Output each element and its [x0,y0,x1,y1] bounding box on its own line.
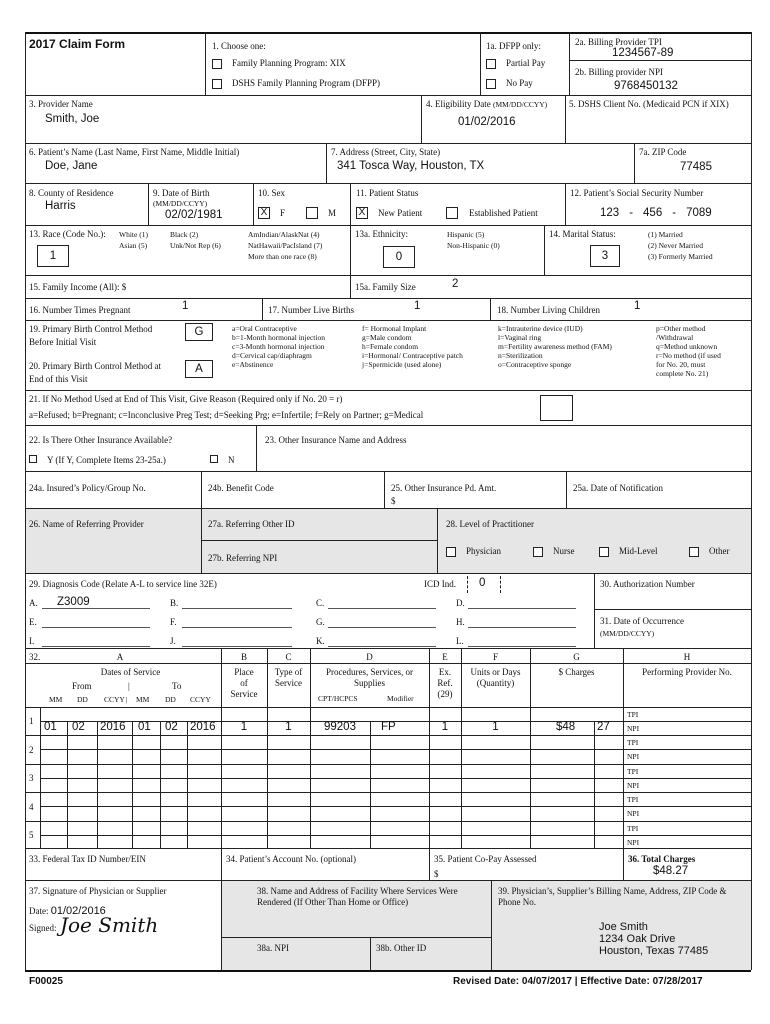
service-row-3-number: 3 [29,773,34,783]
col-a-letter: A [116,652,124,662]
row2-tpi-label: TPI [627,738,639,747]
field-12-label: 12. Patient’s Social Security Number [570,188,704,198]
field-13-label: 13. Race (Code No.): [29,229,106,239]
marital-never: (2) Never Married [648,241,703,250]
diag-l-line[interactable] [468,646,576,647]
field-29-label: 29. Diagnosis Code (Relate A-L to service line 32E) [29,579,217,589]
field-15a-label: 15a. Family Size [355,282,416,292]
field-14-label: 14. Marital Status: [549,229,616,239]
bc-legend-col4: p=Other method /Withdrawal q=Method unknown r=No method (if used for No. 20, must complete No. 21) [656,324,721,378]
diag-k-line[interactable] [328,646,436,647]
sex-f-label: F [280,208,286,218]
race-multi: More than one race (8) [248,252,317,261]
service-row-4-number: 4 [29,802,34,812]
dob-format: (MM/DD/CCYY) [153,199,208,208]
practitioner-other[interactable]: Other [689,546,730,557]
field-2b-label: 2b. Billing provider NPI [575,67,663,77]
new-patient-checkbox[interactable]: X [356,207,368,219]
field-20-label-2: End of this Visit [29,374,88,384]
row1-to-mm[interactable]: 01 [138,721,151,733]
row2-npi-label: NPI [627,752,640,761]
field-26-label: 26. Name of Referring Provider [29,519,144,529]
row5-tpi-label: TPI [627,824,639,833]
county-value[interactable]: Harris [45,200,76,212]
field-23-label: 23. Other Insurance Name and Address [265,435,407,445]
row1-to-dd[interactable]: 02 [165,721,178,733]
field-25-dollar: $ [391,496,396,506]
race-nathawaii: NatHawaii/PacIsland (7) [248,241,323,250]
field-35-label: 35. Patient Co-Pay Assessed [434,854,537,864]
row1-from-dd[interactable]: 02 [72,721,85,733]
new-patient-label: New Patient [378,208,423,218]
checkbox[interactable] [212,59,222,69]
field-22-label: 22. Is There Other Insurance Available? [29,435,173,445]
field-16-label: 16. Number Times Pregnant [29,305,131,315]
checkbox[interactable] [212,79,222,89]
row1-from-mm[interactable]: 01 [44,721,57,733]
field-1a-label: 1a. DFPP only: [486,41,541,51]
field-4-label: 4. Eligibility Date (MM/DD/CCYY) [426,99,548,109]
diag-d-line[interactable] [468,608,576,609]
diag-j-line[interactable] [182,646,292,647]
checkbox[interactable] [29,455,37,463]
field-38-label: 38. Name and Address of Facility Where Services Were Rendered (If Other Than Home or Office) [257,886,458,907]
diag-e-line[interactable] [42,627,150,628]
field-7a-label: 7a. ZIP Code [639,147,687,157]
race-unknown: Unk/Not Rep (6) [170,241,221,250]
field-7-label: 7. Address (Street, City, State) [331,147,441,157]
field-10-label: 10. Sex [258,188,285,198]
field-24a-label: 24a. Insured’s Policy/Group No. [29,483,146,493]
field-34-label: 34. Patient’s Account No. (optional) [226,854,356,864]
option-dfpp[interactable]: DSHS Family Planning Program (DFPP) [212,78,380,89]
row1-tpi-label: TPI [627,710,639,719]
bc-before-value[interactable]: G [185,323,213,341]
service-row-2-number: 2 [29,745,34,755]
field-24b-label: 24b. Benefit Code [208,483,274,493]
field-19-label-1: 19. Primary Birth Control Method [29,324,153,334]
field-35-dollar: $ [434,869,439,879]
field-9-label: 9. Date of Birth [153,188,210,198]
dates-of-service-header: Dates of Service [100,667,161,677]
date-separator: | [128,681,130,691]
checkbox[interactable] [533,547,543,557]
field-5-label: 5. DSHS Client No. (Medicaid PCN if XIX) [569,99,729,109]
diag-k-label: K. [316,636,325,646]
ssn-value[interactable]: 123 - 456 - 7089 [600,207,712,219]
diag-i-label: I. [29,636,35,646]
dob-value[interactable]: 02/02/1981 [165,209,223,221]
patient-name-value[interactable]: Doe, Jane [45,160,98,172]
billing-tpi-value[interactable]: 1234567-89 [612,47,674,59]
type-of-service-header: Type of Service [274,667,303,688]
diag-c-line[interactable] [328,608,436,609]
to-dd: DD [165,695,176,704]
row1-cpt[interactable]: 99203 [324,721,356,733]
checkbox[interactable] [599,547,609,557]
row1-from-ccyy[interactable]: 2016 [100,721,126,733]
marital-married: (1) Married [648,230,683,239]
billing-street: 1234 Oak Drive [599,933,676,945]
times-pregnant-value[interactable]: 1 [182,300,189,312]
reason-input-box[interactable] [540,395,573,421]
field-11-label: 11. Patient Status [356,188,419,198]
marital-status-value[interactable]: 3 [590,245,620,267]
race-code-value[interactable]: 1 [37,245,69,267]
field-17-label: 17. Number Live Births [268,305,354,315]
address-value[interactable]: 341 Tosca Way, Houston, TX [337,160,485,172]
living-children-value[interactable]: 1 [634,300,641,312]
field-31-label: 31. Date of Occurrence [600,616,684,626]
race-black: Black (2) [170,230,199,239]
provider-name-value[interactable]: Smith, Joe [45,113,100,125]
checkbox[interactable] [446,547,456,557]
field-27a-label: 27a. Referring Other ID [208,519,295,529]
row1-exref[interactable]: 1 [441,721,449,733]
field-30-label: 30. Authorization Number [600,579,695,589]
diag-a-value[interactable]: Z3009 [57,596,90,608]
row4-tpi-label: TPI [627,795,639,804]
field-20-label-1: 20. Primary Birth Control Method at [29,361,161,371]
practitioner-midlevel[interactable]: Mid-Level [599,546,658,557]
col-g-letter: G [573,652,580,662]
ex-ref-header: Ex. Ref. (29) [437,667,453,699]
cpt-header: CPT/HCPCS [318,694,358,703]
diag-c-label: C. [316,598,325,608]
from-header: From [72,681,92,691]
units-header: Units or Days (Quantity) [470,667,521,688]
field-33-label: 33. Federal Tax ID Number/EIN [29,854,146,864]
row3-npi-label: NPI [627,781,640,790]
diag-i-line[interactable] [42,646,150,647]
service-row-1-number: 1 [29,716,34,726]
field-31-format: (MM/DD/CCYY) [600,629,655,638]
revised-date: Revised Date: 04/07/2017 | Effective Date: 07/28/2017 [453,976,703,987]
field-13a-label: 13a. Ethnicity: [355,229,408,239]
billing-address[interactable] [599,921,708,957]
from-to-sep: | [126,695,128,704]
row1-modifier[interactable]: FP [381,721,396,733]
field-37-label: 37. Signature of Physician or Supplier [29,886,167,896]
race-white: White (1) [119,230,148,239]
option-partial-pay[interactable]: Partial Pay [486,58,545,69]
eligibility-date-value[interactable]: 01/02/2016 [458,116,516,128]
form-title: 2017 Claim Form [29,37,126,51]
field-6-label: 6. Patient’s Name (Last Name, First Name, Middle Initial) [29,147,240,157]
diag-g-label: G. [316,617,325,627]
field-39-label: 39. Physician’s, Supplier’s Billing Name, Address, ZIP Code & Phone No. [498,886,727,907]
field-27b-label: 27b. Referring NPI [208,553,278,563]
field-32-label: 32. [29,652,41,662]
race-asian: Asian (5) [119,241,148,250]
field-38b-label: 38b. Other ID [376,943,427,953]
bc-legend-col3: k=Intrauterine device (IUD) l=Vaginal ring m=Fertility awareness method (FAM) n=Sterilization o=Contraceptive sponge [498,324,612,369]
row1-npi-label: NPI [627,724,640,733]
option-no-pay[interactable]: No Pay [486,78,533,89]
diag-j-label: J. [170,636,176,646]
ethnicity-hispanic: Hispanic (5) [447,230,485,239]
insurance-yes-option[interactable]: Y (If Y, Complete Items 23-25a.) [29,455,166,466]
bc-end-value[interactable]: A [185,360,213,378]
billing-city: Houston, Texas 77485 [599,945,709,957]
signature-date: Date: 01/02/2016 [29,905,106,917]
row5-npi-label: NPI [627,838,640,847]
col-d-letter: D [366,652,373,662]
col-e-letter: E [442,652,448,662]
from-dd: DD [77,695,88,704]
row1-charge-cents[interactable]: 27 [597,721,610,733]
row1-place[interactable]: 1 [240,721,248,733]
diag-h-line[interactable] [468,627,576,628]
field-25a-label: 25a. Date of Notification [573,483,663,493]
checkbox[interactable] [486,59,496,69]
to-mm: MM [136,695,150,704]
row1-units[interactable]: 1 [492,721,499,733]
established-patient-checkbox[interactable] [446,207,458,219]
ethnicity-nonhispanic: Non-Hispanic (0) [447,241,500,250]
sex-f-checkbox[interactable]: X [258,207,270,219]
field-21-options: a=Refused; b=Pregnant; c=Inconclusive Preg Test; d=Seeking Prg; e=Infertile; f=Rely on Partner; g=Medical [29,410,424,420]
icd-ind-label: ICD Ind. [424,579,456,589]
diag-a-label: A. [29,598,38,608]
sex-m-label: M [328,208,337,218]
from-ccyy: CCYY [104,695,125,704]
row1-tos[interactable]: 1 [285,721,292,733]
established-patient-label: Established Patient [469,208,538,218]
from-mm: MM [49,695,63,704]
to-header: To [172,681,182,691]
billing-name: Joe Smith [599,921,648,933]
row4-npi-label: NPI [627,809,640,818]
procedures-header: Procedures, Services, or Supplies [326,667,413,688]
col-b-letter: B [240,652,247,662]
row1-to-ccyy[interactable]: 2016 [190,721,216,733]
row3-tpi-label: TPI [627,767,639,776]
field-28-label: 28. Level of Practitioner [446,519,534,529]
performing-provider-header: Performing Provider No. [642,667,732,677]
service-row-5-number: 5 [29,830,34,840]
practitioner-physician[interactable]: Physician [446,546,501,557]
modifier-header: Modifier [387,694,414,703]
diag-b-line[interactable] [182,608,292,609]
zip-value[interactable]: 77485 [680,161,712,173]
row1-charge-dollars[interactable]: $48 [556,721,576,733]
field-8-label: 8. County of Residence [29,188,114,198]
race-amindian: AmIndian/AlaskNat (4) [248,230,320,239]
field-38a-label: 38a. NPI [257,943,289,953]
ethnicity-value[interactable]: 0 [383,246,415,268]
signed-label: Signed: [29,923,57,933]
family-size-value[interactable]: 2 [452,278,459,290]
field-3-label: 3. Provider Name [29,99,93,109]
place-of-service-header: Place of Service [230,667,258,699]
option-family-planning-xix[interactable]: Family Planning Program: XIX [212,58,346,69]
diag-d-label: D. [456,598,465,608]
diag-f-line[interactable] [182,627,292,628]
physician-signature[interactable]: Joe Smith [60,913,159,937]
live-births-value[interactable]: 1 [414,300,421,312]
col-f-letter: F [492,652,498,662]
charges-header: $ Charges [558,667,595,677]
diag-h-label: H. [456,617,465,627]
field-21-label: 21. If No Method Used at End of This Visit, Give Reason (Required only if No. 20 = r) [29,394,343,404]
bc-legend-col2: f= Hormonal Implant g=Male condom h=Female condom i=Hormonal/ Contraceptive patch j=Spermicide (used alone) [362,324,463,369]
diag-b-label: B. [170,598,179,608]
checkbox[interactable] [689,547,699,557]
practitioner-nurse[interactable]: Nurse [533,546,575,557]
billing-npi-value[interactable]: 9768450132 [614,80,678,92]
diag-f-label: F. [170,617,177,627]
insurance-no-option[interactable]: N [210,455,235,466]
diag-l-label: L. [456,636,464,646]
marital-formerly: (3) Formerly Married [648,252,713,261]
diag-e-label: E. [29,617,37,627]
field-1-label: 1. Choose one: [212,41,266,51]
col-c-letter: C [285,652,292,662]
sex-m-checkbox[interactable] [306,207,318,219]
field-2a-label: 2a. Billing Provider TPI [575,37,662,47]
checkbox[interactable] [210,455,218,463]
total-charges-value[interactable]: $48.27 [653,865,689,877]
field-18-label: 18. Number Living Children [497,305,600,315]
col-h-letter: H [683,652,691,662]
to-ccyy: CCYY [190,695,211,704]
checkbox[interactable] [486,79,496,89]
bc-legend-col1: a=Oral Contraceptive b=1-Month hormonal injection c=3-Month hormonal injection d=Cervical cap/diaphragm e=Abstinence [232,324,325,369]
field-25-label: 25. Other Insurance Pd. Amt. [391,483,497,493]
icd-ind-value[interactable]: 0 [479,577,486,589]
diag-g-line[interactable] [328,627,436,628]
field-15-label: 15. Family Income (All): $ [29,282,127,292]
field-19-label-2: Before Initial Visit [29,337,97,347]
form-number: F00025 [29,976,63,987]
field-36-label: 36. Total Charges [628,854,696,864]
